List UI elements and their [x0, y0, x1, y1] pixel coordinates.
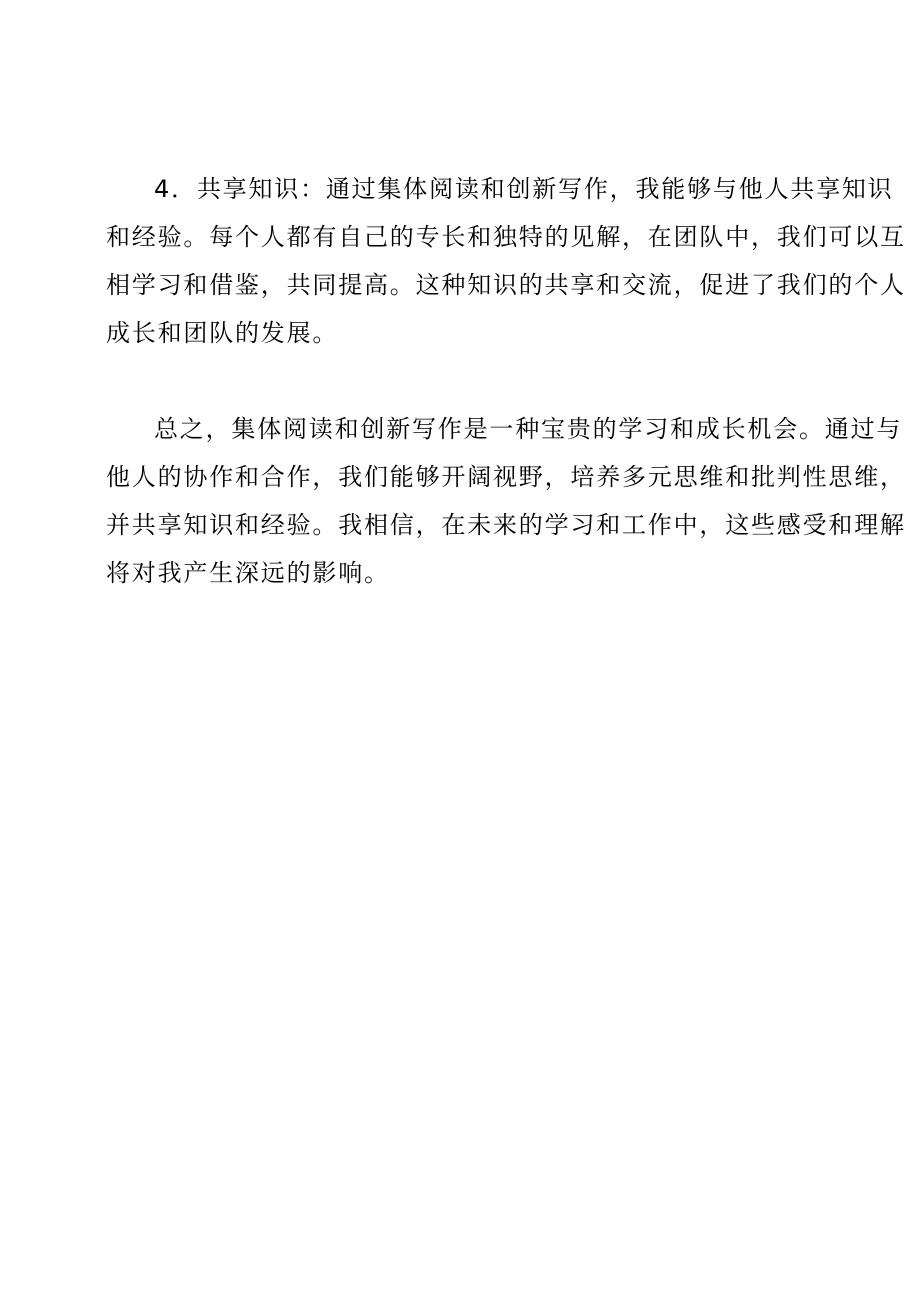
paragraph-line: 成长和团队的发展。	[106, 319, 339, 347]
paragraph-line: 总之，集体阅读和创新写作是一种宝贵的学习和成长机会。通过与	[154, 415, 903, 443]
paragraph-line: 并共享知识和经验。我相信，在未来的学习和工作中，这些感受和理解	[106, 511, 906, 539]
paragraph-sharing-knowledge	[106, 165, 906, 357]
paragraph-line: 将对我产生深远的影响。	[106, 559, 390, 587]
paragraph-line: 他人的协作和合作，我们能够开阔视野，培养多元思维和批判性思维，	[106, 463, 906, 491]
paragraph-line: 4．共享知识：通过集体阅读和创新写作，我能够与他人共享知识	[154, 175, 894, 203]
paragraph-conclusion	[106, 405, 906, 597]
paragraph-line: 和经验。每个人都有自己的专长和独特的见解，在团队中，我们可以互	[106, 223, 906, 251]
paragraph-line: 相学习和借鉴，共同提高。这种知识的共享和交流，促进了我们的个人	[106, 271, 906, 299]
